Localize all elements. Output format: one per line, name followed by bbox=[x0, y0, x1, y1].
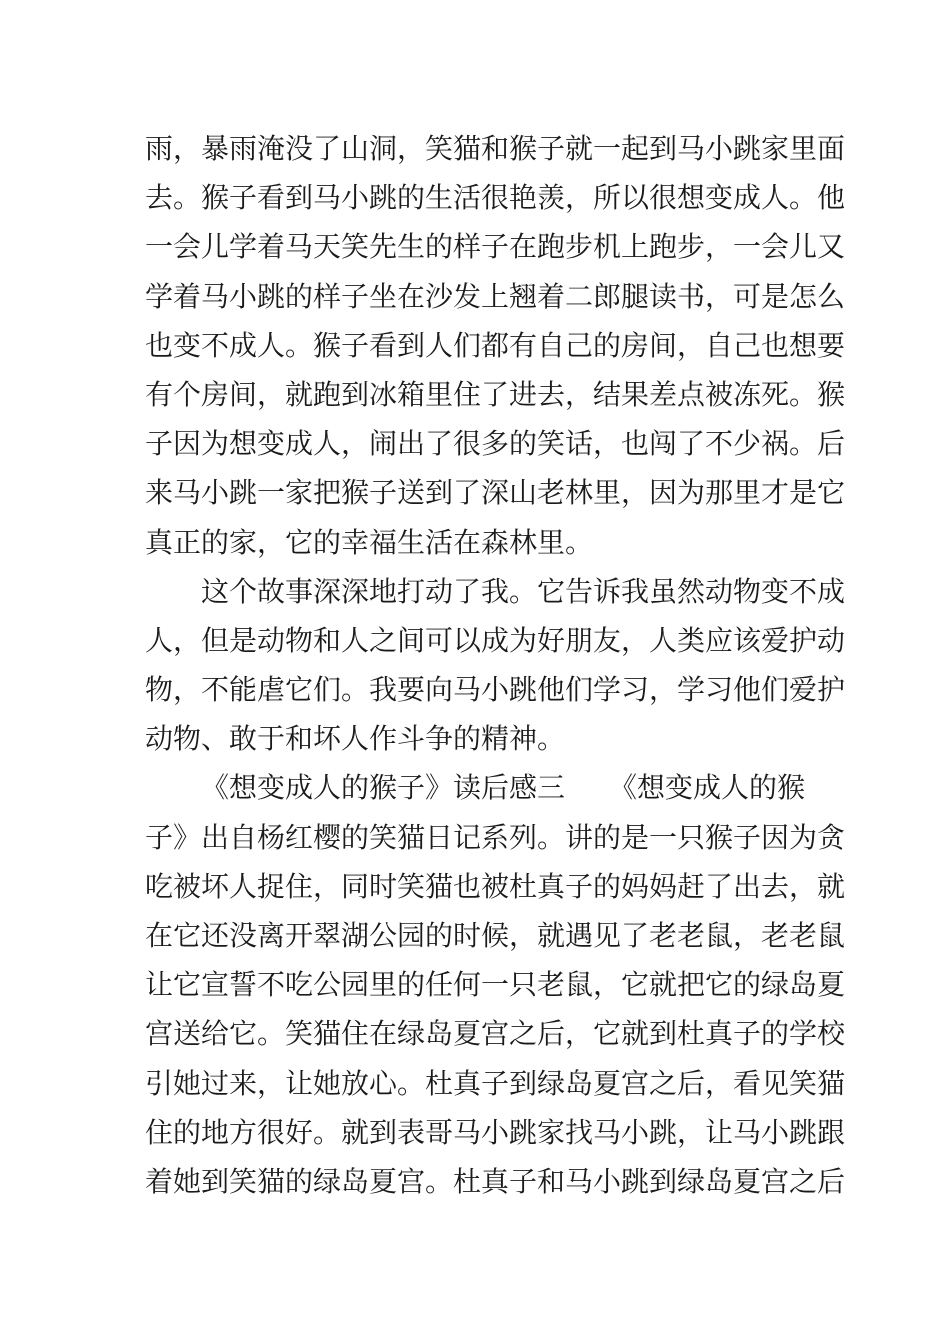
text-line: 这个故事深深地打动了我。它告诉我虽然动物变不成 bbox=[201, 574, 846, 608]
text-line: 来马小跳一家把猴子送到了深山老林里，因为那里才是它 bbox=[145, 476, 846, 510]
text-line: 子因为想变成人，闹出了很多的笑话，也闯了不少祸。后 bbox=[145, 427, 846, 461]
text-line: 人，但是动物和人之间可以成为好朋友，人类应该爱护动 bbox=[145, 623, 846, 657]
text-line: 也变不成人。猴子看到人们都有自己的房间，自己也想要 bbox=[145, 328, 846, 362]
text-line: 学着马小跳的样子坐在沙发上翘着二郎腿读书，可是怎么 bbox=[145, 279, 846, 313]
text-line bbox=[145, 763, 810, 812]
text-line: 宫送给它。笑猫住在绿岛夏宫之后，它就到杜真子的学校 bbox=[145, 1017, 846, 1051]
text-line: 一会儿学着马天笑先生的样子在跑步机上跑步，一会儿又 bbox=[145, 230, 846, 264]
paragraph-1 bbox=[145, 124, 846, 567]
text-line: 让它宣誓不吃公园里的任何一只老鼠，它就把它的绿岛夏 bbox=[145, 968, 846, 1002]
text-line: 住的地方很好。就到表哥马小跳家找马小跳，让马小跳跟 bbox=[145, 1115, 846, 1149]
text-line: 在它还没离开翠湖公园的时候，就遇见了老老鼠，老老鼠 bbox=[145, 919, 846, 952]
section-heading: 《想变成人的猴子》读后感三 bbox=[201, 771, 566, 805]
text-line: 动物、敢于和坏人作斗争的精神。 bbox=[145, 722, 566, 756]
text-fragment: 《想变成人的猴 bbox=[609, 771, 806, 805]
text-line: 着她到笑猫的绿岛夏宫。杜真子和马小跳到绿岛夏宫之后 bbox=[145, 1164, 846, 1198]
text-line: 去。猴子看到马小跳的生活很艳羡，所以很想变成人。他 bbox=[145, 181, 846, 215]
paragraph-2 bbox=[145, 567, 846, 764]
text-line: 雨，暴雨淹没了山洞，笑猫和猴子就一起到马小跳家里面 bbox=[145, 132, 846, 165]
text-line: 真正的家，它的幸福生活在森林里。 bbox=[145, 525, 594, 559]
paragraph-3 bbox=[145, 763, 846, 1206]
text-line: 子》出自杨红樱的笑猫日记系列。讲的是一只猴子因为贪 bbox=[145, 820, 846, 854]
body-text bbox=[145, 124, 846, 1206]
text-line: 吃被坏人捉住，同时笑猫也被杜真子的妈妈赶了出去，就 bbox=[145, 869, 846, 903]
text-line: 物，不能虐它们。我要向马小跳他们学习，学习他们爱护 bbox=[145, 673, 846, 707]
text-line: 有个房间，就跑到冰箱里住了进去，结果差点被冻死。猴 bbox=[145, 377, 846, 411]
text-line: 引她过来，让她放心。杜真子到绿岛夏宫之后，看见笑猫 bbox=[145, 1066, 846, 1100]
